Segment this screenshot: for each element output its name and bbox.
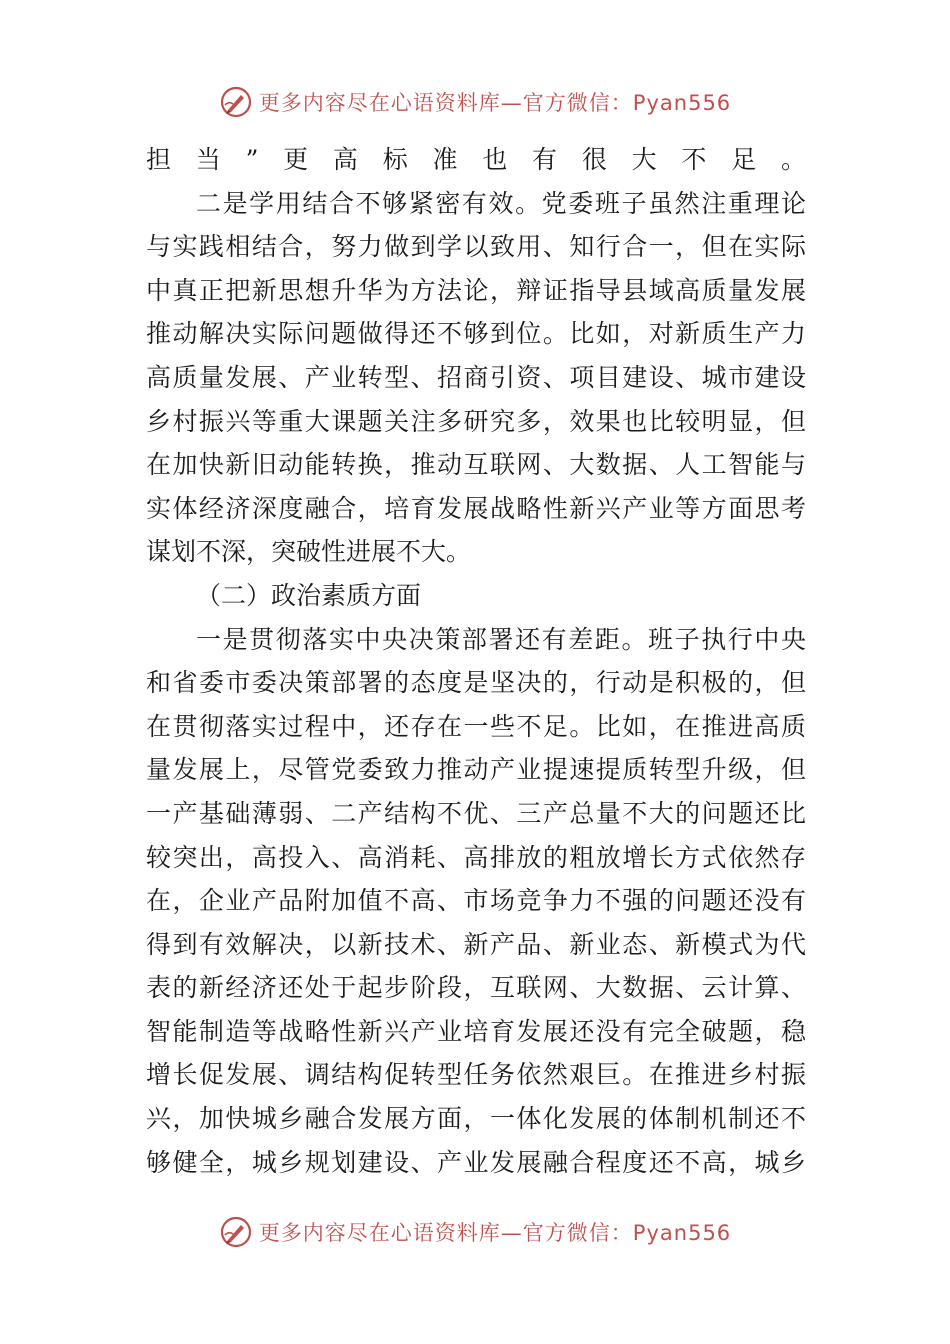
text-line: 在加快新旧动能转换，推动互联网、大数据、人工智能与 [146, 450, 806, 480]
text-line: 和省委市委决策部署的态度是坚决的，行动是积极的，但 [146, 668, 806, 698]
text-line: 在贯彻落实过程中，还存在一些不足。比如，在推进高质 [146, 711, 806, 741]
text-line: 推动解决实际问题做得还不够到位。比如，对新质生产力 [146, 319, 806, 349]
section-heading: （二）政治素质方面 [196, 580, 422, 610]
document-body [146, 138, 806, 1184]
text-line: 够健全，城乡规划建设、产业发展融合程度还不高，城乡 [146, 1147, 806, 1177]
text-line: 一是贯彻落实中央决策部署还有差距。班子执行中央 [196, 624, 806, 654]
text-line: 得到有效解决，以新技术、新产品、新业态、新模式为代 [146, 929, 806, 959]
watermark-text: 更多内容尽在心语资料库—官方微信：Pyan556 [258, 91, 732, 115]
pen-seal-icon [219, 1215, 253, 1249]
pen-seal-icon [219, 85, 253, 119]
text-line: 谋划不深，突破性进展不大。 [146, 537, 472, 567]
footer-watermark [0, 1210, 950, 1254]
text-line: 高质量发展、产业转型、招商引资、项目建设、城市建设 [146, 362, 806, 392]
text-line: 中真正把新思想升华为方法论，辩证指导县域高质量发展 [146, 275, 806, 305]
text-line: 二是学用结合不够紧密有效。党委班子虽然注重理论 [196, 188, 806, 218]
text-line: 量发展上，尽管党委致力推动产业提速提质转型升级，但 [146, 755, 806, 785]
text-line: 实体经济深度融合，培育发展战略性新兴产业等方面思考 [146, 493, 806, 523]
text-line: 增长促发展、调结构促转型任务依然艰巨。在推进乡村振 [146, 1060, 806, 1090]
watermark-text: 更多内容尽在心语资料库—官方微信：Pyan556 [258, 1221, 732, 1245]
text-line: 一产基础薄弱、二产结构不优、三产总量不大的问题还比 [146, 798, 806, 828]
header-watermark [0, 80, 950, 124]
text-line: 表的新经济还处于起步阶段，互联网、大数据、云计算、 [146, 973, 806, 1003]
text-line: 在，企业产品附加值不高、市场竞争力不强的问题还没有 [146, 886, 806, 916]
text-line: 乡村振兴等重大课题关注多研究多，效果也比较明显，但 [146, 406, 806, 436]
text-line: 智能制造等战略性新兴产业培育发展还没有完全破题，稳 [146, 1016, 806, 1046]
text-line: 较突出，高投入、高消耗、高排放的粗放增长方式依然存 [146, 842, 806, 872]
text-line: 担当”更高标准也有很大不足。 [146, 145, 806, 174]
text-line: 与实践相结合，努力做到学以致用、知行合一，但在实际 [146, 232, 806, 262]
text-line: 兴，加快城乡融合发展方面，一体化发展的体制机制还不 [146, 1104, 806, 1134]
